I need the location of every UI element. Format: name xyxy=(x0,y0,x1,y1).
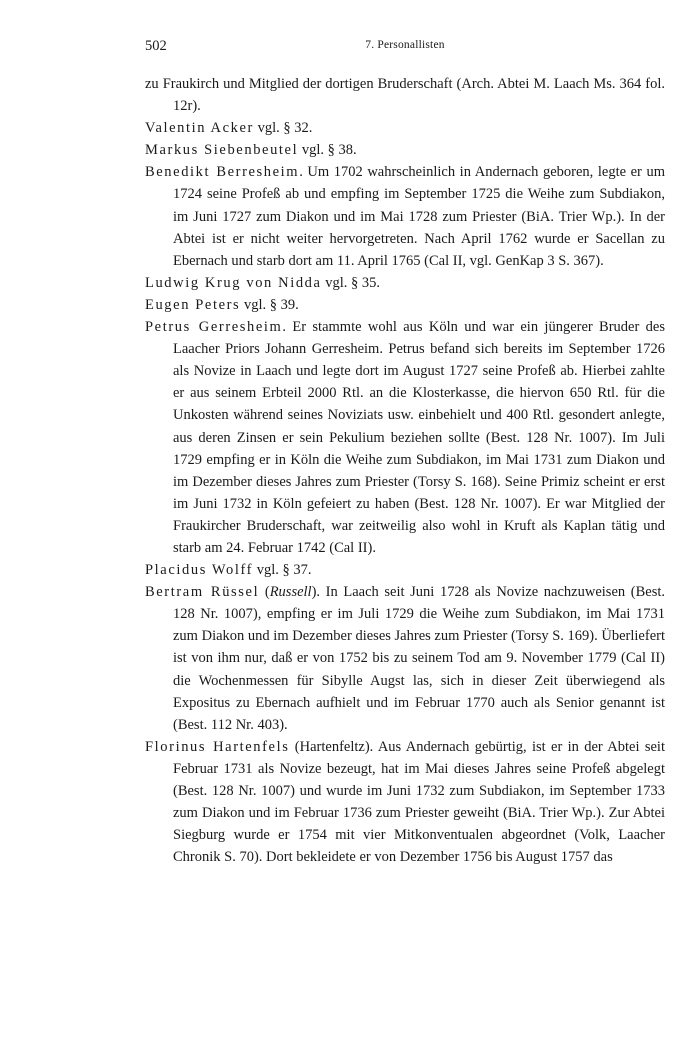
entry-list xyxy=(145,73,665,868)
entry-variant-name: Russell xyxy=(269,584,312,601)
entry-name: Eugen Peters xyxy=(145,296,241,313)
page-number: 502 xyxy=(145,38,167,54)
entry-continuation xyxy=(145,73,665,117)
entry-name: Florinus Hartenfels xyxy=(145,738,290,755)
entry-text: vgl. § 37. xyxy=(253,562,312,579)
entry-text: zu Fraukirch und Mitglied der dortigen Bruderschaft (Arch. Abtei M. Laach Ms. 364 fol. 12r). xyxy=(145,76,665,115)
entry-name: Petrus Gerresheim xyxy=(145,319,283,336)
entry-name: Ludwig Krug von Nidda xyxy=(145,274,322,291)
entry-text: . Er stammte wohl aus Köln und war ein jüngerer Bruder des Laacher Priors Johann Gerresheim. Petrus befand sich bereits im September 1726 als Novize in Laach und legte dort im August 1727 seine Profeß ab. Hierbei zahlte er aus seinem Erbteil 2000 Rtl. an die Klosterkasse, die hiervon 650 Rtl. für die Unkosten während seines Noviziats usw. einbehielt und 400 Rtl. gesondert anlegte, aus deren Zinsen er sein Pekulium beziehen sollte (Best. 128 Nr. 1007). Im Juli 1729 empfing er in Köln die Weihe zum Subdiakon, im Mai 1731 zum Diakon und im Dezember dieses Jahres zum Priester (Torsy S. 168). Seine Primiz scheint er erst im Juni 1732 in Köln gefeiert zu haben (Best. 128 Nr. 1007). Er war Mitglied der Fraukircher Bruderschaft, war zeitweilig also wohl in Kruft als Kaplan tätig und starb am 24. Februar 1742 (Cal II). xyxy=(173,319,665,556)
entry-name: Valentin Acker xyxy=(145,120,254,137)
entry-text: vgl. § 32. xyxy=(253,120,313,137)
entry-text: . Um 1702 wahrscheinlich in Andernach geboren, legte er um 1724 seine Profeß ab und empfing im September 1725 die Weihe zum Subdiakon, im Juni 1727 zum Diakon und im Mai 1728 zum Priester (BiA. Trier Wp.). In der Abtei ist er nicht weiter hervorgetreten. Nach April 1762 wurde er Sacellan zu Ebernach und starb dort am 11. April 1765 (Cal II, vgl. GenKap 3 S. 367). xyxy=(173,164,666,269)
entry-text: ). In Laach seit Juni 1728 als Novize nachzuweisen (Best. 128 Nr. 1007), empfing er im Juli 1729 die Weihe zum Subdiakon, im Mai 1731 zum Diakon und im Dezember dieses Jahres zum Priester (Torsy S. 169). Überliefert ist von ihm nur, daß er von 1752 bis zu seinem Tod am 9. November 1779 (Cal II) die Wochenmessen für Sibylle Augst las, sich in dieser Zeit überwiegend als Expositus zu Ebernach aufhielt und im Februar 1770 auch als Senior genannt ist (Best. 112 Nr. 403). xyxy=(173,584,665,733)
entry-bertram-ruessel xyxy=(145,581,665,736)
entry-petrus-gerresheim xyxy=(145,316,665,559)
entry-text: (Hartenfeltz). Aus Andernach gebürtig, ist er in der Abtei seit Februar 1731 als Novize bezeugt, hat im Mai dieses Jahres seine Profeß abgelegt (Best. 128 Nr. 1007) und wurde im Juni 1732 zum Subdiakon, im September 1733 zum Diakon und im Februar 1736 zum Priester geweiht (BiA. Trier Wp.). Zur Abtei Siegburg wurde er 1754 mit vier Mitkonventualen abgeordnet (Volk, Laacher Chronik S. 70). Dort bekleidete er von Dezember 1756 bis August 1757 das xyxy=(173,738,665,866)
entry-text: vgl. § 35. xyxy=(321,274,380,291)
entry-name: Bertram Rüssel xyxy=(145,584,260,601)
entry-text-pre: ( xyxy=(259,584,270,601)
running-head xyxy=(145,38,665,60)
entry-florinus-hartenfels xyxy=(145,736,665,869)
entry-text: vgl. § 38. xyxy=(298,142,357,159)
entry-ludwig-krug-von-nidda xyxy=(145,272,665,294)
entry-benedikt-berresheim xyxy=(145,161,665,271)
entry-name: Placidus Wolff xyxy=(145,562,254,579)
chapter-title: 7. Personallisten xyxy=(365,39,445,51)
entry-name: Markus Siebenbeutel xyxy=(145,142,299,159)
entry-valentin-acker xyxy=(145,117,665,139)
entry-name: Benedikt Berresheim xyxy=(145,164,300,181)
entry-eugen-peters xyxy=(145,294,665,316)
entry-markus-siebenbeutel xyxy=(145,139,665,161)
entry-placidus-wolff xyxy=(145,559,665,581)
document-page xyxy=(145,38,665,868)
entry-text: vgl. § 39. xyxy=(240,296,299,313)
